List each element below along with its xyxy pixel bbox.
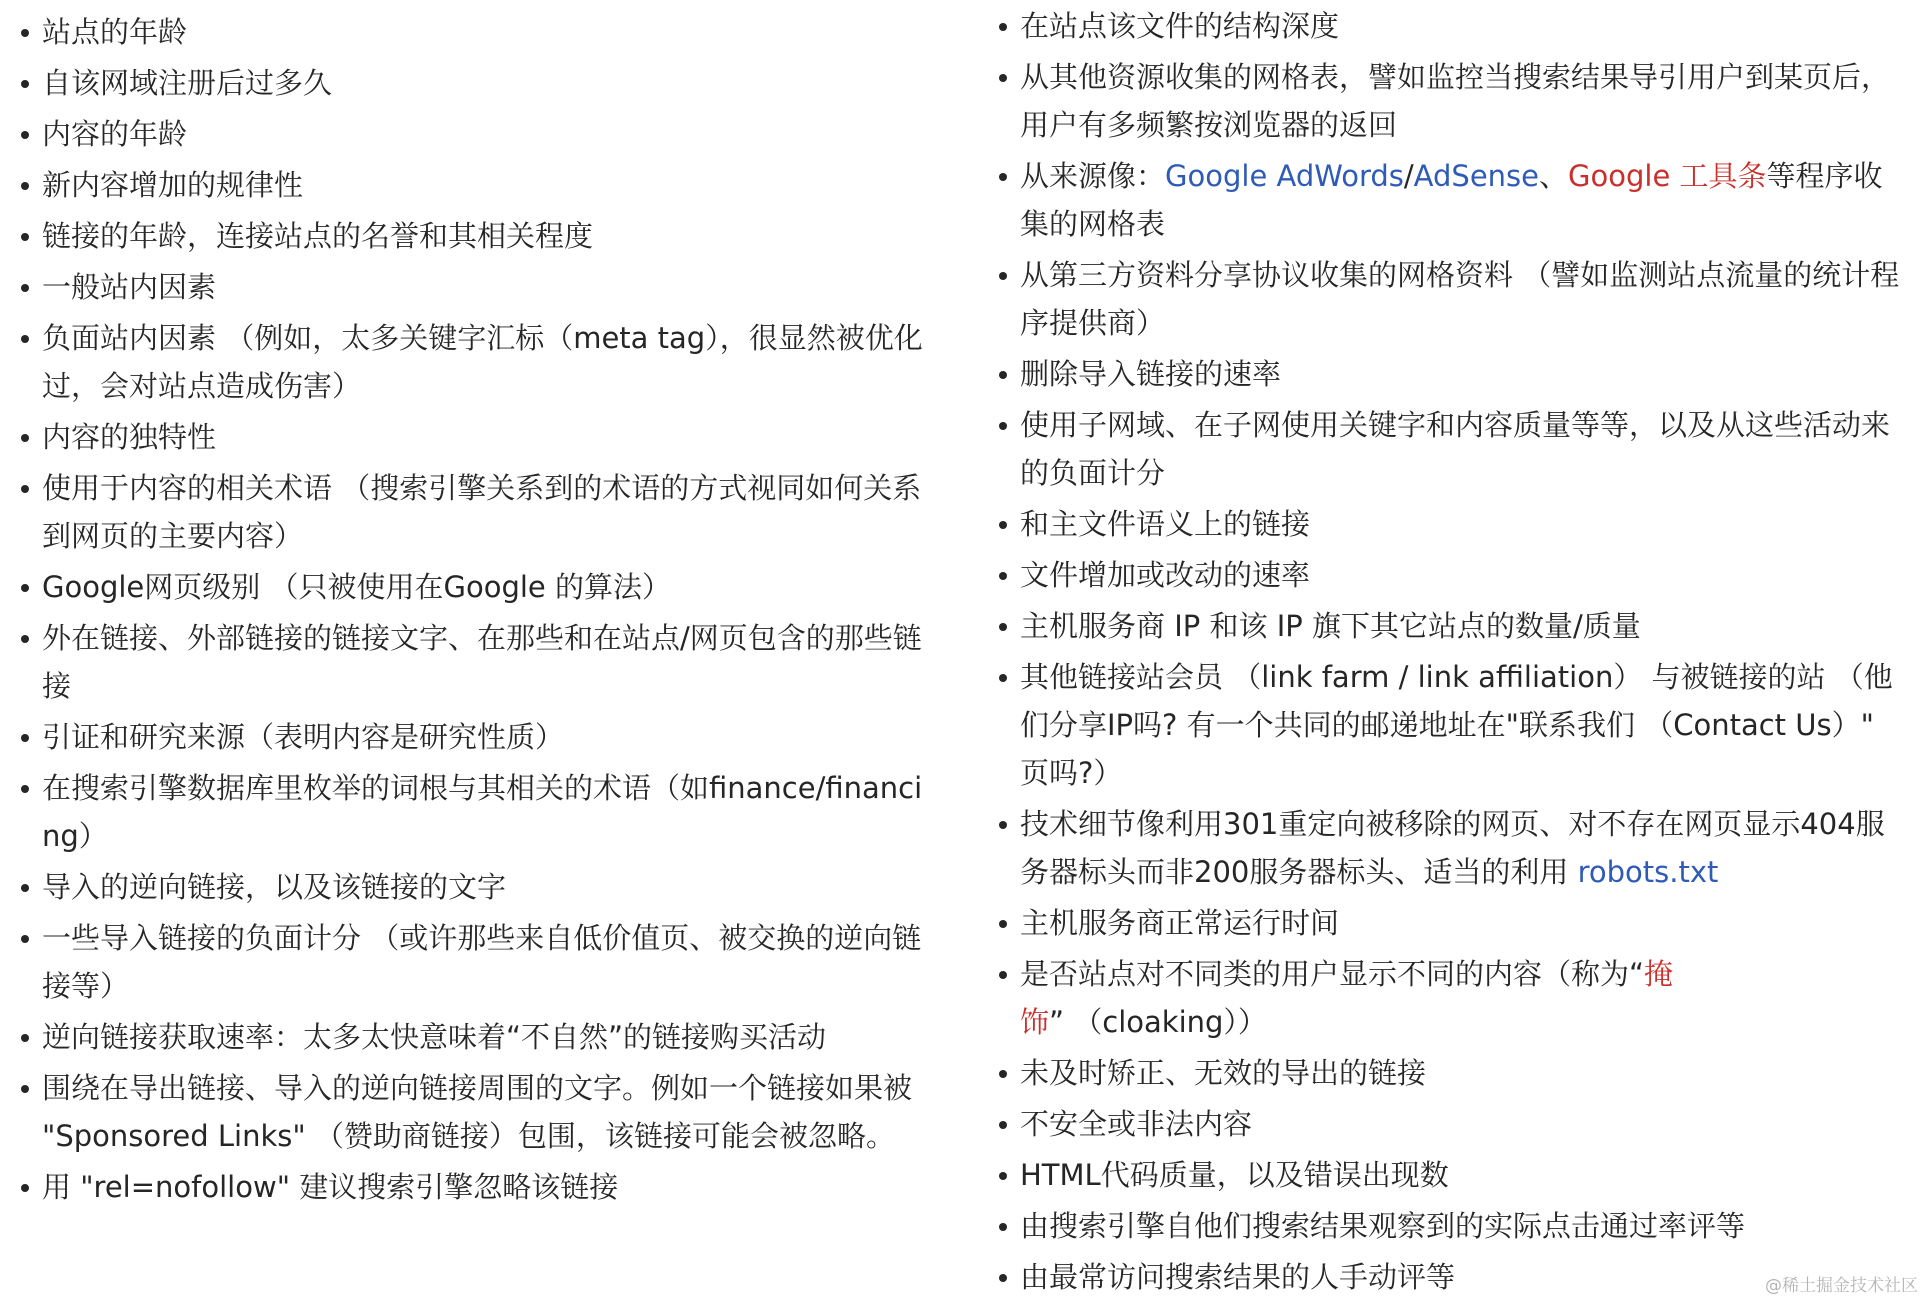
- list-item-text: 文件增加或改动的速率: [1020, 558, 1311, 592]
- list-item-text: 技术细节像利用301重定向被移除的网页、对不存在网页显示404服务器标头而非200服务器标头、适当的利用: [1020, 807, 1885, 889]
- list-item: [20, 464, 940, 560]
- bullet-icon: [21, 182, 29, 190]
- bullet-icon: [999, 272, 1007, 280]
- list-item: [998, 251, 1910, 347]
- list-item: [20, 1064, 940, 1160]
- list-item: [998, 899, 1910, 947]
- list-item-text: 从其他资源收集的网格表，譬如监控当搜索结果导引用户到某页后，用户有多频繁按浏览器的返回: [1020, 60, 1891, 142]
- bullet-icon: [999, 623, 1007, 631]
- bullet-icon: [21, 485, 29, 493]
- list-item-text-prefix: 是否站点对不同类的用户显示不同的内容（称为“: [1020, 957, 1645, 991]
- list-item-text: 主机服务商 IP 和该 IP 旗下其它站点的数量/质量: [1020, 609, 1641, 643]
- list-item-text-suffix: ” （cloaking））: [1049, 1005, 1267, 1039]
- list-item: [20, 8, 940, 56]
- list-item-text: 在站点该文件的结构深度: [1020, 9, 1340, 43]
- list-item-text: 引证和研究来源（表明内容是研究性质）: [42, 720, 565, 754]
- bullet-icon: [21, 434, 29, 442]
- bullet-icon: [21, 785, 29, 793]
- list-item-text: 链接的年龄，连接站点的名誉和其相关程度: [42, 219, 594, 253]
- separator-comma: 、: [1539, 159, 1569, 193]
- watermark: @稀土掘金技术社区: [1765, 1276, 1918, 1296]
- google-adwords-link[interactable]: Google AdWords: [1165, 159, 1404, 193]
- list-item-text-suffix: 等程序收集的网格表: [1020, 159, 1883, 241]
- bullet-icon: [999, 971, 1007, 979]
- list-item-text: 由搜索引擎自他们搜索结果观察到的实际点击通过率评等: [1020, 1209, 1746, 1243]
- bullet-icon: [21, 584, 29, 592]
- list-item-text: 由最常访问搜索结果的人手动评等: [1020, 1260, 1456, 1294]
- list-item: [998, 53, 1910, 149]
- list-item-text: 围绕在导出链接、导入的逆向链接周围的文字。例如一个链接如果被 "Sponsored Links" （赞助商链接）包围，该链接可能会被忽略。: [42, 1071, 913, 1153]
- list-item-text: 未及时矫正、无效的导出的链接: [1020, 1056, 1427, 1090]
- list-item: [998, 950, 1910, 1046]
- list-item-text: 不安全或非法内容: [1020, 1107, 1253, 1141]
- bullet-icon: [999, 1223, 1007, 1231]
- list-item: [20, 914, 940, 1010]
- bullet-icon: [999, 674, 1007, 682]
- list-item: [998, 1049, 1910, 1097]
- list-item-text: 内容的独特性: [42, 420, 217, 454]
- list-item-text: 使用于内容的相关术语 （搜索引擎关系到的术语的方式视同如何关系到网页的主要内容）: [42, 471, 922, 553]
- list-item: [20, 764, 940, 860]
- list-item-text: 负面站内因素 （例如，太多关键字汇标（meta tag），很显然被优化过，会对站点造成伤害）: [42, 321, 923, 403]
- bullet-icon: [999, 572, 1007, 580]
- list-item: [998, 500, 1910, 548]
- list-item-text: 从第三方资料分享协议收集的网格资料 （譬如监测站点流量的统计程序提供商）: [1020, 258, 1900, 340]
- bullet-icon: [21, 131, 29, 139]
- list-item-text: 其他链接站会员 （link farm / link affiliation） 与被链接的站 （他们分享IP吗? 有一个共同的邮递地址在"联系我们 （Contact Us）" 页吗?）: [1020, 660, 1893, 790]
- bullet-icon: [21, 734, 29, 742]
- list-item: [20, 614, 940, 710]
- list-item: [998, 1151, 1910, 1199]
- list-item: [20, 713, 940, 761]
- list-item: [20, 263, 940, 311]
- bullet-icon: [999, 1070, 1007, 1078]
- list-item: [998, 152, 1910, 248]
- list-item: [20, 59, 940, 107]
- list-item-text: 和主文件语义上的链接: [1020, 507, 1311, 541]
- bullet-icon: [21, 29, 29, 37]
- list-item: [20, 413, 940, 461]
- bullet-icon: [21, 1184, 29, 1192]
- bullet-icon: [999, 920, 1007, 928]
- separator-slash: /: [1403, 159, 1414, 193]
- list-item: [998, 602, 1910, 650]
- list-item: [20, 1163, 940, 1211]
- list-item-text: 一些导入链接的负面计分 （或许那些来自低价值页、被交换的逆向链接等）: [42, 921, 922, 1003]
- list-item: [20, 1013, 940, 1061]
- list-item-text: Google网页级别 （只被使用在Google 的算法）: [42, 570, 671, 604]
- bullet-icon: [21, 1034, 29, 1042]
- bullet-icon: [999, 74, 1007, 82]
- bullet-icon: [999, 23, 1007, 31]
- list-item-text: 用 "rel=nofollow" 建议搜索引擎忽略该链接: [42, 1170, 619, 1204]
- list-item: [20, 563, 940, 611]
- bullet-icon: [21, 1085, 29, 1093]
- bullet-icon: [21, 335, 29, 343]
- list-item: [998, 2, 1910, 50]
- bullet-icon: [999, 1172, 1007, 1180]
- list-item: [998, 401, 1910, 497]
- list-item-text: 主机服务商正常运行时间: [1020, 906, 1340, 940]
- bullet-icon: [21, 635, 29, 643]
- list-item: [20, 212, 940, 260]
- bullet-icon: [999, 173, 1007, 181]
- bullet-icon: [999, 1274, 1007, 1282]
- list-item-text: 导入的逆向链接，以及该链接的文字: [42, 870, 507, 904]
- cloaking-link[interactable]: 掩饰: [1020, 957, 1674, 1039]
- list-item-text: 外在链接、外部链接的链接文字、在那些和在站点/网页包含的那些链接: [42, 621, 922, 703]
- bullet-icon: [21, 233, 29, 241]
- list-item: [998, 350, 1910, 398]
- list-item: [998, 551, 1910, 599]
- list-item-text: 在搜索引擎数据库里枚举的词根与其相关的术语（如finance/financing）: [42, 771, 923, 853]
- right-factor-list: [998, 2, 1910, 1304]
- bullet-icon: [999, 422, 1007, 430]
- list-item-text: 新内容增加的规律性: [42, 168, 304, 202]
- list-item: [20, 314, 940, 410]
- bullet-icon: [999, 821, 1007, 829]
- list-item-text: HTML代码质量，以及错误出现数: [1020, 1158, 1449, 1192]
- list-item: [998, 1202, 1910, 1250]
- bullet-icon: [21, 284, 29, 292]
- list-item: [998, 653, 1910, 797]
- list-item-text: 一般站内因素: [42, 270, 217, 304]
- list-item-text: 使用子网域、在子网使用关键字和内容质量等等，以及从这些活动来的负面计分: [1020, 408, 1891, 490]
- robots-txt-link[interactable]: robots.txt: [1577, 855, 1719, 889]
- bullet-icon: [999, 521, 1007, 529]
- google-toolbar-link[interactable]: Google 工具条: [1568, 159, 1767, 193]
- bullet-icon: [21, 80, 29, 88]
- list-item-text-prefix: 从来源像：: [1020, 159, 1166, 193]
- list-item: [20, 863, 940, 911]
- list-item-text: 站点的年龄: [42, 15, 188, 49]
- left-factor-list: [20, 8, 940, 1214]
- bullet-icon: [999, 371, 1007, 379]
- list-item-text: 删除导入链接的速率: [1020, 357, 1282, 391]
- list-item: [20, 161, 940, 209]
- list-item-text: 内容的年龄: [42, 117, 188, 151]
- bullet-icon: [999, 1121, 1007, 1129]
- bullet-icon: [21, 884, 29, 892]
- bullet-icon: [21, 935, 29, 943]
- list-item: [998, 800, 1910, 896]
- list-item-text: 自该网域注册后过多久: [42, 66, 333, 100]
- list-item: [20, 110, 940, 158]
- adsense-link[interactable]: AdSense: [1413, 159, 1539, 193]
- list-item: [998, 1100, 1910, 1148]
- list-item-text: 逆向链接获取速率：太多太快意味着“不自然”的链接购买活动: [42, 1020, 827, 1054]
